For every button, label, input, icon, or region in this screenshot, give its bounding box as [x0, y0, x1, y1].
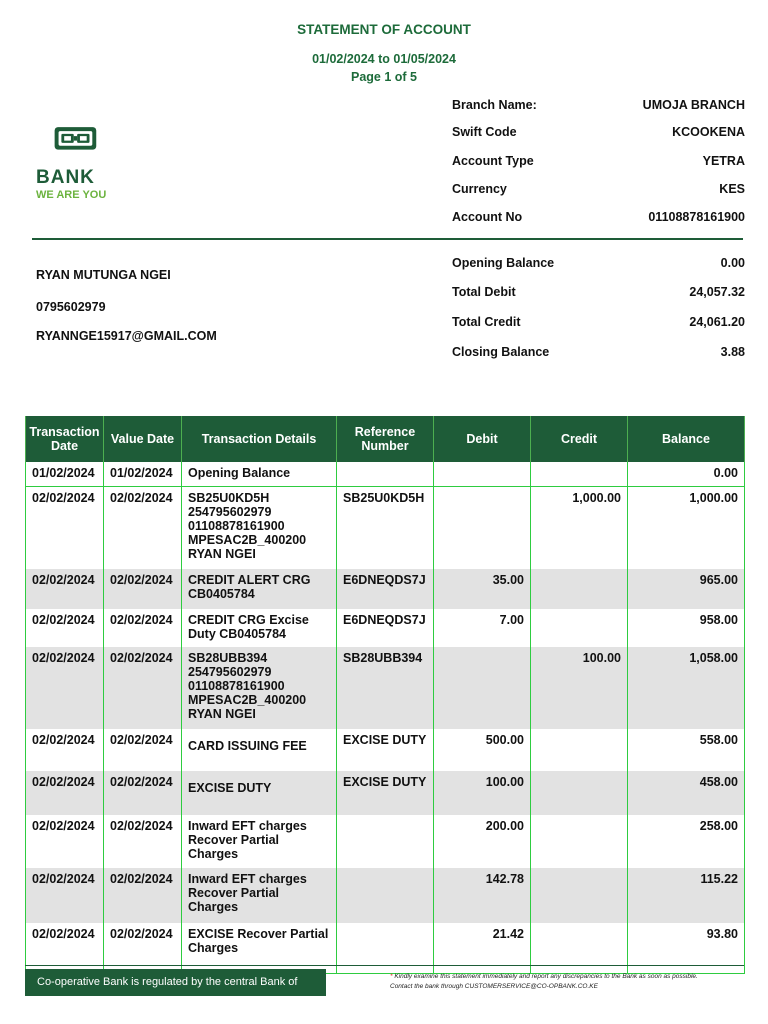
total-debit-value: 24,057.32	[689, 285, 745, 299]
cell-value-date: 02/02/2024	[104, 815, 182, 868]
cell-transaction-details: SB28UBB394 254795602979 01108878161900 MPESAC2B_400200 RYAN NGEI	[182, 647, 337, 729]
col-header-value-date: Value Date	[104, 416, 182, 462]
cell-transaction-details: CREDIT ALERT CRG CB0405784	[182, 569, 337, 609]
cell-reference-number: SB25U0KD5H	[337, 487, 434, 570]
table-row	[26, 487, 745, 570]
customer-email: RYANNGE15917@GMAIL.COM	[36, 329, 217, 343]
closing-balance-value: 3.88	[720, 345, 745, 359]
header-divider	[32, 238, 743, 240]
cell-balance: 458.00	[628, 771, 745, 815]
cell-balance: 0.00	[628, 462, 745, 487]
cell-transaction-details: Inward EFT charges Recover Partial Charges	[182, 815, 337, 868]
cell-transaction-date: 02/02/2024	[26, 569, 104, 609]
total-debit-label: Total Debit	[452, 285, 516, 299]
footer-note-line2: Contact the bank through CUSTOMERSERVICE@CO-OPBANK.CO.KE	[390, 983, 598, 990]
bank-logo-word: BANK	[36, 167, 95, 188]
cell-transaction-details: EXCISE Recover Partial Charges	[182, 923, 337, 974]
cell-transaction-details: CREDIT CRG Excise Duty CB0405784	[182, 609, 337, 647]
cell-value-date: 02/02/2024	[104, 647, 182, 729]
table-row	[26, 569, 745, 609]
col-header-transaction-details: Transaction Details	[182, 416, 337, 462]
cell-credit: 1,000.00	[531, 487, 628, 570]
table-row	[26, 647, 745, 729]
table-row	[26, 462, 745, 487]
cell-credit	[531, 729, 628, 771]
cell-balance: 258.00	[628, 815, 745, 868]
cell-value-date: 02/02/2024	[104, 487, 182, 570]
cell-transaction-details: EXCISE DUTY	[182, 771, 337, 815]
col-header-balance: Balance	[628, 416, 745, 462]
cell-transaction-date: 02/02/2024	[26, 647, 104, 729]
cell-reference-number: SB28UBB394	[337, 647, 434, 729]
cell-balance: 958.00	[628, 609, 745, 647]
cell-debit: 35.00	[434, 569, 531, 609]
cell-value-date: 01/02/2024	[104, 462, 182, 487]
opening-balance-value: 0.00	[720, 256, 745, 270]
cell-transaction-date: 02/02/2024	[26, 729, 104, 771]
regulator-banner: Co-operative Bank is regulated by the central Bank of Kenya	[25, 969, 326, 996]
table-row	[26, 815, 745, 868]
swift-code-label: Swift Code	[452, 125, 517, 139]
cell-debit: 21.42	[434, 923, 531, 974]
cell-transaction-details: Inward EFT charges Recover Partial Charges	[182, 868, 337, 923]
cell-transaction-date: 02/02/2024	[26, 609, 104, 647]
currency-label: Currency	[452, 182, 507, 196]
cell-transaction-date: 02/02/2024	[26, 815, 104, 868]
cell-value-date: 02/02/2024	[104, 729, 182, 771]
branch-name-label: Branch Name:	[452, 98, 537, 112]
footer-note-line1: Kindly examine this statement immediately and report any discrepancies to the Bank as soon as possible.	[392, 973, 698, 980]
statement-title: STATEMENT OF ACCOUNT	[297, 22, 471, 37]
cell-credit	[531, 868, 628, 923]
cell-debit: 7.00	[434, 609, 531, 647]
customer-phone: 0795602979	[36, 300, 106, 314]
cell-balance: 115.22	[628, 868, 745, 923]
account-no-label: Account No	[452, 210, 523, 224]
swift-code-value: KCOOKENA	[672, 125, 745, 139]
cell-reference-number: E6DNEQDS7J	[337, 569, 434, 609]
col-header-credit: Credit	[531, 416, 628, 462]
cell-transaction-details: Opening Balance	[182, 462, 337, 487]
customer-name: RYAN MUTUNGA NGEI	[36, 268, 171, 282]
table-row	[26, 609, 745, 647]
cell-balance: 93.80	[628, 923, 745, 974]
cell-transaction-date: 02/02/2024	[26, 487, 104, 570]
cell-reference-number	[337, 868, 434, 923]
bank-logo-icon	[36, 126, 116, 171]
col-header-transaction-date: Transaction Date	[26, 416, 104, 462]
cell-balance: 965.00	[628, 569, 745, 609]
total-credit-label: Total Credit	[452, 315, 521, 329]
table-row	[26, 868, 745, 923]
cell-credit	[531, 815, 628, 868]
cell-transaction-date: 01/02/2024	[26, 462, 104, 487]
account-type-value: YETRA	[702, 154, 745, 168]
account-no-value: 01108878161900	[648, 210, 745, 224]
cell-debit	[434, 487, 531, 570]
bank-tagline: WE ARE YOU	[36, 189, 107, 201]
cell-debit: 100.00	[434, 771, 531, 815]
cell-balance: 1,058.00	[628, 647, 745, 729]
cell-value-date: 02/02/2024	[104, 923, 182, 974]
total-credit-value: 24,061.20	[689, 315, 745, 329]
table-header-row	[26, 416, 745, 462]
cell-value-date: 02/02/2024	[104, 569, 182, 609]
branch-name-value: UMOJA BRANCH	[642, 98, 745, 112]
cell-credit	[531, 609, 628, 647]
cell-debit	[434, 647, 531, 729]
cell-credit	[531, 771, 628, 815]
cell-credit: 100.00	[531, 647, 628, 729]
cell-debit: 500.00	[434, 729, 531, 771]
cell-reference-number	[337, 462, 434, 487]
cell-reference-number: EXCISE DUTY	[337, 771, 434, 815]
table-row	[26, 729, 745, 771]
opening-balance-label: Opening Balance	[452, 256, 555, 270]
cell-transaction-details: SB25U0KD5H 254795602979 01108878161900 MPESAC2B_400200 RYAN NGEI	[182, 487, 337, 570]
col-header-debit: Debit	[434, 416, 531, 462]
transactions-body	[26, 462, 745, 974]
cell-reference-number	[337, 815, 434, 868]
cell-balance: 558.00	[628, 729, 745, 771]
cell-debit	[434, 462, 531, 487]
cell-value-date: 02/02/2024	[104, 868, 182, 923]
cell-value-date: 02/02/2024	[104, 771, 182, 815]
col-header-reference-number: Reference Number	[337, 416, 434, 462]
cell-debit: 142.78	[434, 868, 531, 923]
cell-reference-number: E6DNEQDS7J	[337, 609, 434, 647]
cell-transaction-details: CARD ISSUING FEE	[182, 729, 337, 771]
cell-credit	[531, 462, 628, 487]
cell-credit	[531, 569, 628, 609]
footer-star: *	[390, 973, 393, 980]
cell-transaction-date: 02/02/2024	[26, 923, 104, 974]
cell-transaction-date: 02/02/2024	[26, 771, 104, 815]
account-type-label: Account Type	[452, 154, 534, 168]
table-row	[26, 771, 745, 815]
currency-value: KES	[719, 182, 745, 196]
cell-balance: 1,000.00	[628, 487, 745, 570]
cell-transaction-date: 02/02/2024	[26, 868, 104, 923]
page-indicator: Page 1 of 5	[351, 70, 417, 84]
cell-value-date: 02/02/2024	[104, 609, 182, 647]
cell-reference-number: EXCISE DUTY	[337, 729, 434, 771]
footer-disclaimer	[390, 972, 740, 992]
footer-divider	[25, 965, 744, 966]
closing-balance-label: Closing Balance	[452, 345, 550, 359]
cell-debit: 200.00	[434, 815, 531, 868]
transactions-table	[25, 416, 745, 974]
statement-period: 01/02/2024 to 01/05/2024	[312, 52, 456, 66]
